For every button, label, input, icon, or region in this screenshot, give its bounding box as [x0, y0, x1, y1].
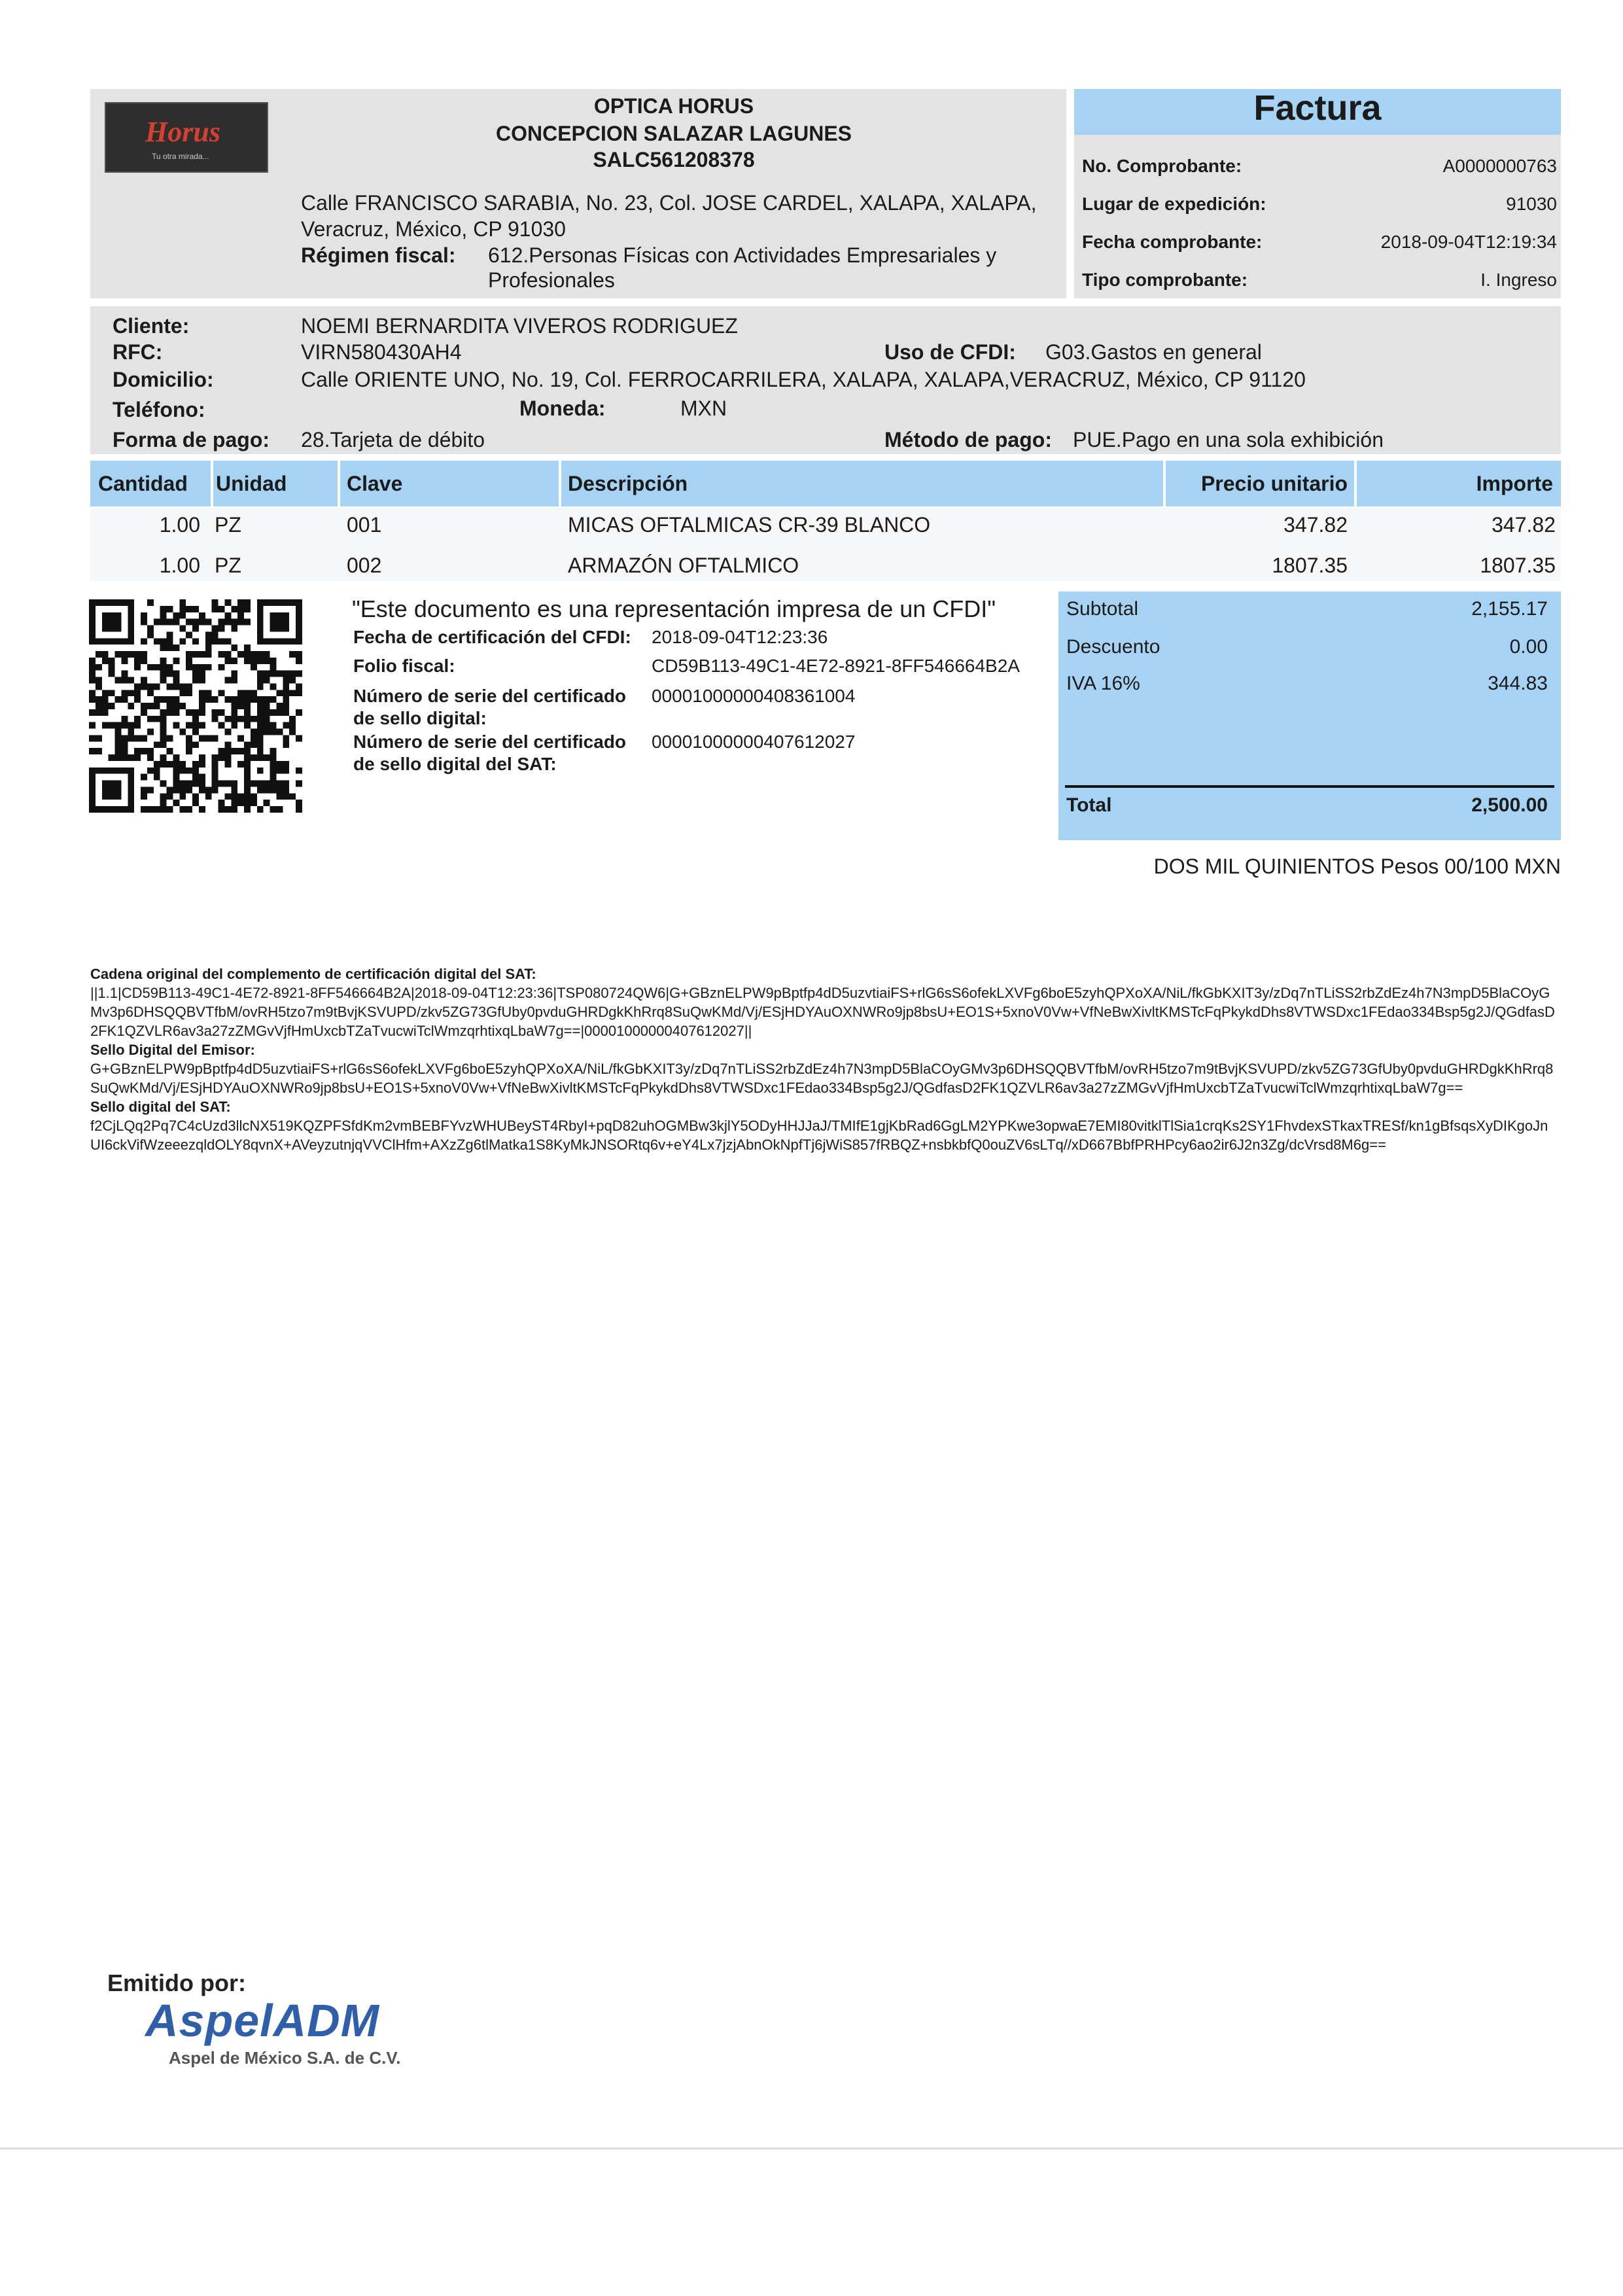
- folio-label: Folio fiscal:: [353, 656, 455, 676]
- uso-cfdi-label: Uso de CFDI:: [884, 340, 1016, 364]
- no-comprobante-value: A0000000763: [1442, 156, 1557, 176]
- rfc-value: VIRN580430AH4: [301, 340, 462, 364]
- column-divider: [338, 461, 340, 506]
- fecha-comprobante-label: Fecha comprobante:: [1082, 232, 1263, 252]
- row2-precio: 1807.35: [1272, 554, 1348, 577]
- row2-clave: 002: [347, 554, 382, 577]
- lugar-expedicion-label: Lugar de expedición:: [1082, 194, 1266, 214]
- regimen-line2: Profesionales: [488, 268, 615, 292]
- column-divider: [1163, 461, 1166, 506]
- telefono-label: Teléfono:: [113, 398, 205, 421]
- regimen-label: Régimen fiscal:: [301, 243, 456, 267]
- cliente-value: NOEMI BERNARDITA VIVEROS RODRIGUEZ: [301, 314, 738, 338]
- uso-cfdi-value: G03.Gastos en general: [1045, 340, 1262, 364]
- logo-word: Horus: [145, 116, 220, 148]
- total-label: Total: [1066, 794, 1112, 816]
- tipo-comprobante-value: I. Ingreso: [1480, 270, 1557, 290]
- owner-name: CONCEPCION SALAZAR LAGUNES: [495, 122, 852, 145]
- rfc-label: RFC:: [113, 340, 163, 364]
- sello-emisor-label: Sello Digital del Emisor:: [90, 1042, 255, 1058]
- row2-unidad: PZ: [215, 554, 241, 577]
- cert-date-label: Fecha de certificación del CFDI:: [353, 627, 631, 647]
- forma-pago-value: 28.Tarjeta de débito: [301, 428, 485, 451]
- domicilio-value: Calle ORIENTE UNO, No. 19, Col. FERROCARRILERA, XALAPA, XALAPA,VERACRUZ, México, CP 91120: [301, 368, 1306, 391]
- row1-descripcion: MICAS OFTALMICAS CR-39 BLANCO: [568, 513, 931, 537]
- cert-date-value: 2018-09-04T12:23:36: [652, 627, 828, 647]
- emitido-por-label: Emitido por:: [107, 1969, 246, 1996]
- forma-pago-label: Forma de pago:: [113, 428, 270, 451]
- cadena-original-value: ||1.1|CD59B113-49C1-4E72-8921-8FF546664B2A|2018-09-04T12:23:36|TSP080724QW6|G+GBznELPW9pBptfp4dD5uzvtiaiFS+rlG6sS6ofekLXVFg6boE5zyhQPXoXA/NiL/fkGbKXIT3y/zDq7nTLiSS2rbZdEz4h7N3mpD5BlaCOyGMv3p6DHSQQBVTfbM/ovRH5tzo7m9tBvjKSVUPD/zkv5ZG73GfUby0pvduGHRDgkKhRrq8SuQwKMd/Vj/ESjHDYAuOXNWRo9jp8bsU+EO1S+5xnoV0Vw+VfNeBwXivltKMSTcFqPkykdDhs8VTWSDxc1FEdao334Bsp5g2J/QGdfasD2FK1QZVLR6av3a27zZMGvVjfHmUxcbTZaTvucwiTclWmzqrhtixqLbaW7g==|00001000000407612027||: [90, 985, 1555, 1039]
- cliente-label: Cliente:: [113, 314, 190, 338]
- metodo-pago-value: PUE.Pago en una sola exhibición: [1073, 428, 1384, 451]
- total-value: 2,500.00: [1471, 794, 1548, 816]
- descuento-value: 0.00: [1509, 636, 1548, 658]
- iva-value: 344.83: [1488, 673, 1548, 694]
- col-header-clave: Clave: [347, 472, 403, 495]
- scan-edge-line: [0, 2147, 1623, 2149]
- sello-sat-label: Sello digital del SAT:: [90, 1099, 231, 1115]
- logo-tagline: Tu otra mirada...: [152, 152, 209, 161]
- row1-cantidad: 1.00: [159, 513, 200, 537]
- row1-unidad: PZ: [215, 513, 241, 537]
- cfdi-statement: "Este documento es una representación impresa de un CFDI": [352, 595, 996, 622]
- domicilio-label: Domicilio:: [113, 368, 214, 391]
- serie-emisor-label-1: Número de serie del certificado: [353, 686, 627, 706]
- optica-horus-logo: [105, 102, 268, 173]
- moneda-label: Moneda:: [519, 397, 606, 420]
- subtotal-label: Subtotal: [1066, 598, 1139, 620]
- issuer-rfc: SALC561208378: [593, 148, 755, 171]
- sello-sat-value: f2CjLQq2Pq7C4cUzd3llcNX519KQZPFSfdKm2vmBEBFYvzWHUBeyST4RbyI+pqD82uhOGMBw3kjlY5ODyHHJJaJ/TMIfE1gjKbRad6GgLM2YPKwe3opwaE7EMI80vitklTlSia1crqKs2SY1FhvdexSTkaxTRESf/kn1gBfsqsXyDIKgoJnUI6ckVifWzeeezqldOLY8qvnX+AVeyzutnjqVVClHfm+AXzZg6tlMatka1S8KyMkJNSORtq6v+eY4Lx7jzjAbnOkNpfTj6jWiS857fRBQZ+nsbkbfQ0ouZV6sLTq//xD667BbfPRHPcy6ao2ir6J2n3Zg/dcVrsd8M6g==: [90, 1118, 1548, 1153]
- serie-sat-value: 00001000000407612027: [652, 732, 856, 752]
- row1-importe: 347.82: [1492, 513, 1556, 537]
- issuer-address-line2: Veracruz, México, CP 91030: [301, 217, 566, 241]
- subtotal-value: 2,155.17: [1471, 598, 1548, 620]
- aspel-adm-logo: AspelADM: [145, 1995, 380, 2046]
- col-header-precio-unitario: Precio unitario: [1200, 472, 1348, 495]
- cfdi-qr-code: [89, 599, 302, 813]
- regimen-line1: 612.Personas Físicas con Actividades Empresariales y: [488, 243, 997, 267]
- tipo-comprobante-label: Tipo comprobante:: [1082, 270, 1248, 290]
- descuento-label: Descuento: [1066, 636, 1161, 658]
- moneda-value: MXN: [680, 397, 727, 420]
- column-divider: [1354, 461, 1357, 506]
- digital-stamps: [90, 964, 1556, 1154]
- row2-cantidad: 1.00: [159, 554, 200, 577]
- sello-emisor-value: G+GBznELPW9pBptfp4dD5uzvtiaiFS+rlG6sS6ofekLXVFg6boE5zyhQPXoXA/NiL/fkGbKXIT3y/zDq7nTLiSS2rbZdEz4h7N3mpD5BlaCOyGMv3p6DHSQQBVTfbM/ovRH5tzo7m9tBvjKSVUPD/zkv5ZG73GfUby0pvduGHRDgkKhRrq8SuQwKMd/Vj/ESjHDYAuOXNWRo9jp8bsU+EO1S+5xnoV0Vw+VfNeBwXivltKMSTcFqPkykdDhs8VTWSDxc1FEdao334Bsp5g2J/QGdfasD2FK1QZVLR6av3a27zZMGvVjfHmUxcbTZaTvucwiTclWmzqrhtixqLbaW7g==: [90, 1061, 1554, 1096]
- folio-value: CD59B113-49C1-4E72-8921-8FF546664B2A: [652, 656, 1020, 676]
- col-header-importe: Importe: [1476, 472, 1553, 495]
- serie-sat-label-1: Número de serie del certificado: [353, 732, 627, 752]
- metodo-pago-label: Método de pago:: [884, 428, 1052, 451]
- serie-sat-label-2: de sello digital del SAT:: [353, 754, 557, 774]
- cadena-original-label: Cadena original del complemento de certificación digital del SAT:: [90, 966, 536, 982]
- row2-importe: 1807.35: [1480, 554, 1556, 577]
- iva-label: IVA 16%: [1066, 673, 1140, 694]
- serie-emisor-value: 00001000000408361004: [652, 686, 856, 706]
- col-header-unidad: Unidad: [216, 472, 287, 495]
- row2-descripcion: ARMAZÓN OFTALMICO: [568, 554, 799, 577]
- column-divider: [211, 461, 213, 506]
- factura-title: Factura: [1253, 88, 1382, 128]
- col-header-descripcion: Descripción: [568, 472, 688, 495]
- row1-precio: 347.82: [1283, 513, 1348, 537]
- issuer-address-line1: Calle FRANCISCO SARABIA, No. 23, Col. JOSE CARDEL, XALAPA, XALAPA,: [301, 191, 1037, 215]
- row1-clave: 001: [347, 513, 382, 537]
- business-name: OPTICA HORUS: [593, 94, 754, 118]
- aspel-company-name: Aspel de México S.A. de C.V.: [169, 2048, 401, 2068]
- lugar-expedicion-value: 91030: [1506, 194, 1557, 214]
- total-divider: [1065, 785, 1554, 788]
- total-in-words: DOS MIL QUINIENTOS Pesos 00/100 MXN: [1153, 855, 1561, 878]
- col-header-cantidad: Cantidad: [98, 472, 188, 495]
- no-comprobante-label: No. Comprobante:: [1082, 156, 1242, 176]
- serie-emisor-label-2: de sello digital:: [353, 708, 487, 728]
- column-divider: [559, 461, 561, 506]
- fecha-comprobante-value: 2018-09-04T12:19:34: [1380, 232, 1557, 252]
